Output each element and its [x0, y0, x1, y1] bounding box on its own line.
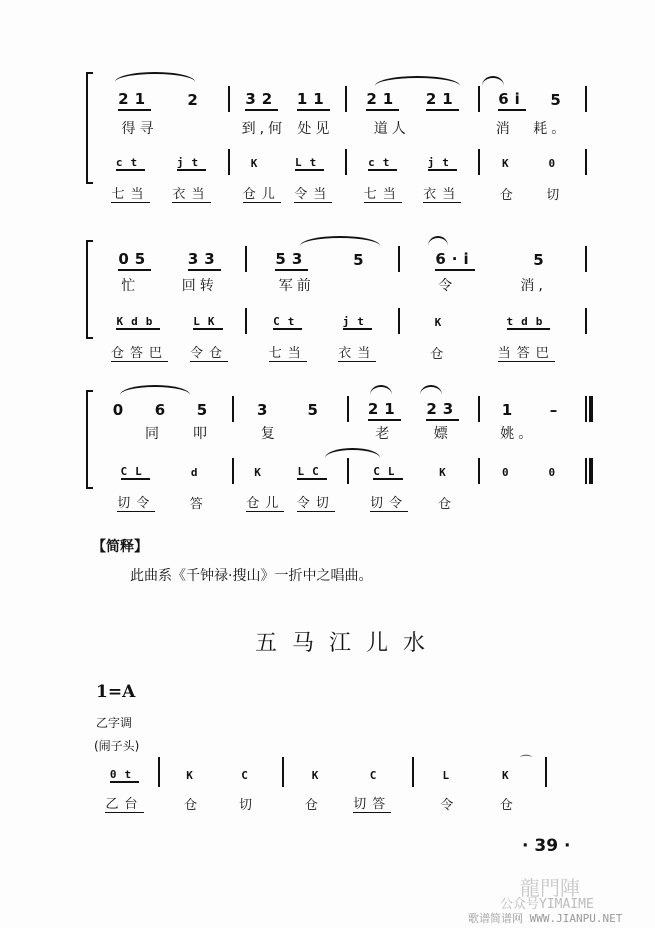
- perc-syllable: 七当: [111, 183, 149, 203]
- lyric: 姚。: [500, 426, 537, 442]
- measure-1-lyric-row: [100, 275, 239, 295]
- perc-syllable: 切答: [353, 793, 391, 813]
- watermark-line1: 公众号YIMAIME: [500, 897, 594, 912]
- perc-symbol: Ct: [273, 314, 303, 328]
- perc-symbol: K: [250, 156, 266, 170]
- barline: [228, 149, 230, 175]
- measure-1-perc-syllable-row: [100, 492, 226, 512]
- song-measure-3-perc-syllable-row: [290, 793, 406, 813]
- note: –: [549, 401, 564, 419]
- perc-symbol: LC: [297, 464, 327, 478]
- lyric: 回转: [181, 278, 218, 294]
- measure-4-perc-syllable-row: [486, 183, 579, 203]
- perc-syllable: 当答巴: [498, 342, 555, 362]
- barline: [398, 308, 400, 334]
- note: 53: [275, 250, 308, 271]
- note: 23: [426, 400, 459, 421]
- perc-symbol: C: [241, 768, 256, 782]
- song-measure-4-perc-syllable-row: [420, 793, 539, 813]
- measure-2-note-row: [253, 250, 392, 270]
- measure-3-lyric-row: [353, 118, 472, 138]
- measure-4-perc-syllable-row: [486, 492, 579, 512]
- system-bracket: [86, 390, 93, 489]
- measure-4-perc-symbol-row: [486, 462, 579, 482]
- note: 11: [297, 90, 330, 111]
- measure-3-perc-symbol-row: [355, 462, 472, 482]
- perc-symbol: jt: [342, 314, 372, 328]
- measure-3-perc-syllable-row: [355, 492, 472, 512]
- lyric: 到,何: [241, 121, 287, 137]
- system-bracket: [86, 240, 93, 339]
- perc-syllable: 仓: [499, 797, 519, 813]
- measure-4-lyric-row: [486, 118, 579, 138]
- measure-1-lyric-row: [100, 423, 226, 443]
- perc-symbol: CL: [373, 464, 403, 478]
- measure-3-perc-syllable-row: [353, 183, 472, 203]
- barline: [282, 757, 284, 787]
- barline: [398, 246, 400, 272]
- perc-syllable: 乙台: [105, 793, 143, 813]
- lyric: 得寻: [121, 121, 158, 137]
- lyric: 耗。: [533, 121, 570, 137]
- measure-3-perc-symbol-row: [406, 312, 579, 332]
- note: 1: [501, 401, 519, 419]
- note: 21: [366, 90, 399, 111]
- song-measure-2-perc-symbol-row: [166, 765, 276, 785]
- perc-syllable: 七当: [364, 183, 402, 203]
- perc-syllable: 仓: [183, 797, 203, 813]
- slur: [428, 236, 448, 246]
- perc-syllable: 切: [238, 797, 258, 813]
- perc-symbol: K: [501, 156, 517, 170]
- note: 6·i: [435, 250, 474, 271]
- note: 21: [118, 90, 151, 111]
- measure-1-perc-syllable-row: [100, 183, 222, 203]
- note: 5: [196, 401, 214, 419]
- measure-2-perc-syllable-row: [236, 183, 339, 203]
- fermata-icon: ⌒: [520, 754, 533, 768]
- measure-1-perc-syllable-row: [100, 342, 239, 362]
- perc-syllable: 仓: [304, 797, 324, 813]
- measure-2-perc-symbol-row: [253, 312, 392, 332]
- perc-symbol: L: [442, 768, 458, 782]
- note: 2: [187, 91, 204, 109]
- perc-symbol: K: [311, 768, 327, 782]
- slur: [370, 385, 392, 395]
- notes-text: 此曲系《千钟禄·搜山》一折中之唱曲。: [130, 568, 373, 584]
- perc-syllable: 仓答巴: [111, 342, 168, 362]
- perc-symbol: K: [434, 315, 450, 329]
- barline: [347, 458, 349, 484]
- perc-symbol: ct: [115, 155, 146, 169]
- key-signature: 1=A: [96, 682, 136, 702]
- barline: [345, 86, 347, 112]
- perc-symbol: Kdb: [116, 314, 161, 328]
- measure-3-note-row: [406, 250, 579, 270]
- measure-3-note-row: [353, 90, 472, 110]
- watermark-logo: 龍門陣: [520, 876, 580, 900]
- perc-symbol: LK: [193, 314, 223, 328]
- lyric: 叩: [193, 426, 211, 442]
- lyric: 复: [260, 426, 279, 442]
- perc-symbol: K: [501, 768, 517, 782]
- measure-3-perc-symbol-row: [353, 153, 472, 173]
- barline: [478, 458, 480, 484]
- barline: [478, 149, 480, 175]
- barline: [478, 86, 480, 112]
- perc-symbol: 0: [548, 465, 564, 479]
- page-number: · 39 ·: [522, 836, 571, 856]
- perc-symbol: tdb: [506, 314, 551, 328]
- measure-3-note-row: [355, 400, 472, 420]
- song-measure-3-perc-symbol-row: [290, 765, 406, 785]
- barline: [585, 458, 587, 484]
- lyric: 军前: [278, 278, 315, 294]
- perc-symbol: 0: [548, 156, 564, 170]
- perc-syllable: 令当: [294, 183, 332, 203]
- section-label: (闹子头): [94, 739, 140, 753]
- perc-syllable: 衣当: [423, 183, 461, 203]
- barline: [347, 396, 349, 422]
- final-barline: [589, 458, 593, 484]
- song-measure-1-perc-symbol-row: [97, 765, 152, 785]
- measure-2-lyric-row: [236, 118, 339, 138]
- perc-syllable: 仓儿: [246, 492, 284, 512]
- perc-syllable: 令切: [297, 492, 335, 512]
- lyric: 处见: [297, 121, 334, 137]
- perc-symbol: ct: [368, 155, 398, 169]
- perc-syllable: 切令: [117, 492, 155, 512]
- measure-4-lyric-row: [486, 423, 579, 443]
- measure-4-perc-symbol-row: [486, 153, 579, 173]
- barline: [232, 458, 234, 484]
- slur: [325, 448, 380, 458]
- system-bracket: [86, 72, 93, 184]
- measure-4-note-row: [486, 400, 579, 420]
- perc-syllable: 令: [440, 797, 460, 813]
- perc-syllable: 七当: [269, 342, 307, 362]
- lyric: 老: [375, 426, 394, 442]
- perc-symbol: K: [439, 465, 454, 479]
- slur: [375, 76, 460, 86]
- measure-2-perc-symbol-row: [240, 462, 341, 482]
- perc-syllable: 仓: [430, 346, 450, 362]
- lyric: 消,: [520, 278, 547, 294]
- perc-symbol: K: [186, 768, 201, 782]
- measure-2-note-row: [236, 90, 339, 110]
- slur: [300, 236, 380, 246]
- watermark-line2: 歌谱简谱网 WWW.JIANPU.NET: [468, 912, 623, 925]
- slur: [482, 76, 504, 86]
- perc-symbol: Lt: [294, 155, 325, 169]
- note: 0: [112, 401, 130, 419]
- perc-symbol: jt: [176, 155, 207, 169]
- lyric: 同: [145, 426, 163, 442]
- measure-3-lyric-row: [406, 275, 579, 295]
- perc-syllable: 切令: [370, 492, 408, 512]
- perc-syllable: 仓: [437, 496, 457, 512]
- lyric: 消: [495, 121, 514, 137]
- perc-syllable: 仓儿: [243, 183, 281, 203]
- perc-syllable: 切: [546, 187, 566, 203]
- measure-1-perc-symbol-row: [100, 153, 222, 173]
- slur: [115, 72, 195, 82]
- song-measure-1-perc-syllable-row: [97, 793, 152, 813]
- barline: [545, 757, 547, 787]
- measure-1-note-row: [100, 250, 239, 270]
- perc-symbol: 0: [501, 465, 517, 479]
- perc-symbol: d: [190, 465, 206, 479]
- perc-syllable: 仓: [499, 187, 519, 203]
- measure-2-perc-syllable-row: [240, 492, 341, 512]
- final-barline: [589, 396, 593, 422]
- song-title: 五 马 江 儿 水: [255, 631, 429, 656]
- measure-2-lyric-row: [253, 275, 392, 295]
- barline: [232, 396, 234, 422]
- measure-3-lyric-row: [355, 423, 472, 443]
- perc-symbol: 0t: [109, 767, 140, 781]
- barline: [585, 246, 587, 272]
- slur: [120, 385, 190, 395]
- measure-1-note-row: [100, 90, 222, 110]
- note: 21: [426, 90, 459, 111]
- measure-1-perc-symbol-row: [100, 462, 226, 482]
- song-measure-2-perc-syllable-row: [166, 793, 276, 813]
- notes-heading: 【简释】: [92, 539, 148, 555]
- measure-3-perc-syllable-row: [406, 342, 579, 362]
- barline: [412, 757, 414, 787]
- note: 05: [118, 250, 151, 271]
- measure-2-lyric-row: [240, 423, 341, 443]
- measure-2-perc-syllable-row: [253, 342, 392, 362]
- barline: [158, 757, 160, 787]
- lyric: 令: [438, 278, 457, 294]
- note: 6i: [498, 90, 526, 111]
- lyric: 嫖: [433, 426, 452, 442]
- barline: [585, 396, 587, 422]
- note: 3: [257, 401, 274, 419]
- barline: [245, 308, 247, 334]
- measure-1-note-row: [100, 400, 226, 420]
- barline: [585, 149, 587, 175]
- perc-syllable: 衣当: [172, 183, 210, 203]
- perc-syllable: 衣当: [338, 342, 376, 362]
- barline: [585, 308, 587, 334]
- perc-symbol: jt: [427, 155, 457, 169]
- barline: [228, 86, 230, 112]
- perc-syllable: 令仓: [190, 342, 228, 362]
- measure-4-note-row: [486, 90, 579, 110]
- note: 32: [245, 90, 278, 111]
- note: 5: [533, 251, 550, 269]
- lyric: 忙: [121, 278, 140, 294]
- barline: [585, 86, 587, 112]
- note: 21: [368, 400, 401, 421]
- measure-2-note-row: [240, 400, 341, 420]
- barline: [345, 149, 347, 175]
- mode-label: 乙字调: [96, 716, 133, 730]
- perc-symbol: C: [369, 768, 385, 782]
- note: 33: [188, 250, 221, 271]
- perc-symbol: K: [254, 465, 269, 479]
- lyric: 道人: [373, 121, 410, 137]
- measure-1-lyric-row: [100, 118, 222, 138]
- note: 5: [353, 251, 370, 269]
- perc-syllable: 答: [189, 496, 209, 512]
- measure-2-perc-symbol-row: [236, 153, 339, 173]
- slur: [420, 385, 442, 395]
- perc-symbol: CL: [120, 464, 150, 478]
- measure-1-perc-symbol-row: [100, 312, 239, 332]
- barline: [245, 246, 247, 272]
- note: 5: [550, 91, 567, 109]
- note: 5: [307, 401, 324, 419]
- note: 6: [154, 401, 172, 419]
- barline: [478, 396, 480, 422]
